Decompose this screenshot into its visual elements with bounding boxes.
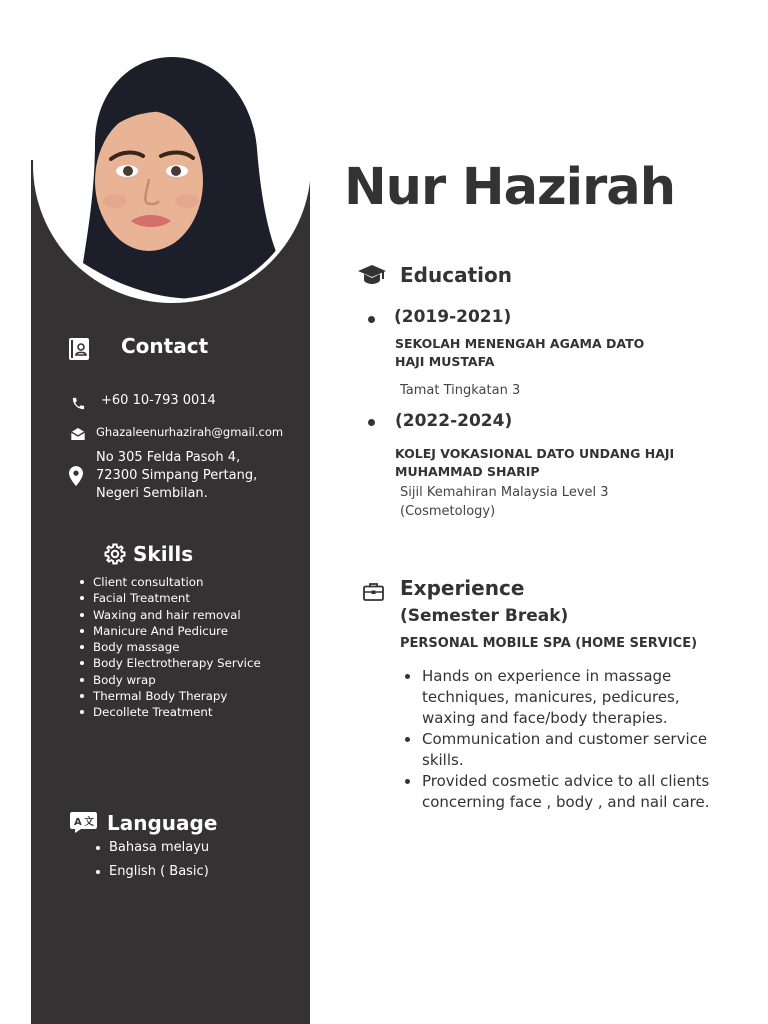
education-heading: Education	[400, 263, 512, 287]
candidate-name: Nur Hazirah	[344, 158, 676, 217]
list-item: Manicure And Pedicure	[77, 623, 261, 639]
school-name	[395, 335, 735, 371]
phone-icon	[71, 395, 86, 416]
list-item: Hands on experience in massage techniques, manicures, pedicures, waxing and face/body therapies.	[402, 666, 732, 729]
school-name-line: SEKOLAH MENENGAH AGAMA DATO	[395, 336, 645, 351]
address-line: No 305 Felda Pasoh 4,	[96, 450, 241, 465]
address-line: 72300 Simpang Pertang,	[96, 468, 258, 483]
school-name-line: MUHAMMAD SHARIP	[395, 464, 540, 479]
svg-text:A: A	[74, 817, 82, 828]
list-item: Waxing and hair removal	[77, 607, 261, 623]
list-item: Facial Treatment	[77, 590, 261, 606]
profile-photo	[33, 27, 311, 303]
list-item: Client consultation	[77, 574, 261, 590]
envelope-icon	[70, 426, 86, 445]
location-pin-icon	[69, 466, 83, 490]
education-period: (2019-2021)	[394, 307, 512, 327]
experience-company: PERSONAL MOBILE SPA (HOME SERVICE)	[400, 636, 698, 651]
contact-book-icon	[67, 337, 91, 365]
education-detail-line: Sijil Kemahiran Malaysia Level 3	[400, 485, 609, 500]
education-period: (2022-2024)	[395, 411, 513, 431]
school-name-line: KOLEJ VOKASIONAL DATO UNDANG HAJI	[395, 446, 675, 461]
graduation-cap-icon	[357, 263, 387, 291]
education-detail-line: (Cosmetology)	[400, 504, 496, 519]
experience-subheading: (Semester Break)	[400, 606, 569, 626]
address	[96, 449, 296, 503]
list-item: Thermal Body Therapy	[77, 688, 261, 704]
experience-heading: Experience	[400, 576, 525, 600]
list-item: Provided cosmetic advice to all clients concerning face , body , and nail care.	[402, 771, 732, 813]
list-item: Body Electrotherapy Service	[77, 655, 261, 671]
list-item: Bahasa melayu	[93, 836, 209, 860]
education-detail	[400, 483, 730, 521]
education-detail-line: Tamat Tingkatan 3	[400, 383, 521, 398]
list-item: Decollete Treatment	[77, 704, 261, 720]
bullet-icon	[368, 316, 375, 323]
language-heading: Language	[107, 811, 218, 835]
list-item: Communication and customer service skills.	[402, 729, 732, 771]
svg-text:文: 文	[84, 817, 94, 828]
skills-list	[77, 574, 261, 721]
list-item: Body massage	[77, 639, 261, 655]
skills-heading: Skills	[133, 542, 194, 566]
language-list	[93, 836, 209, 884]
bullet-icon	[368, 419, 375, 426]
contact-heading: Contact	[121, 334, 209, 358]
list-item: Body wrap	[77, 672, 261, 688]
list-item: English ( Basic)	[93, 860, 209, 884]
school-name	[395, 445, 745, 481]
email-address: Ghazaleenurhazirah@gmail.com	[96, 425, 284, 439]
translate-icon	[69, 811, 98, 838]
address-line: Negeri Sembilan.	[96, 486, 208, 501]
briefcase-icon	[363, 582, 384, 605]
education-detail	[400, 381, 730, 400]
phone-number: +60 10-793 0014	[101, 393, 216, 408]
experience-list	[402, 666, 732, 813]
gear-icon	[103, 542, 127, 570]
school-name-line: HAJI MUSTAFA	[395, 354, 495, 369]
